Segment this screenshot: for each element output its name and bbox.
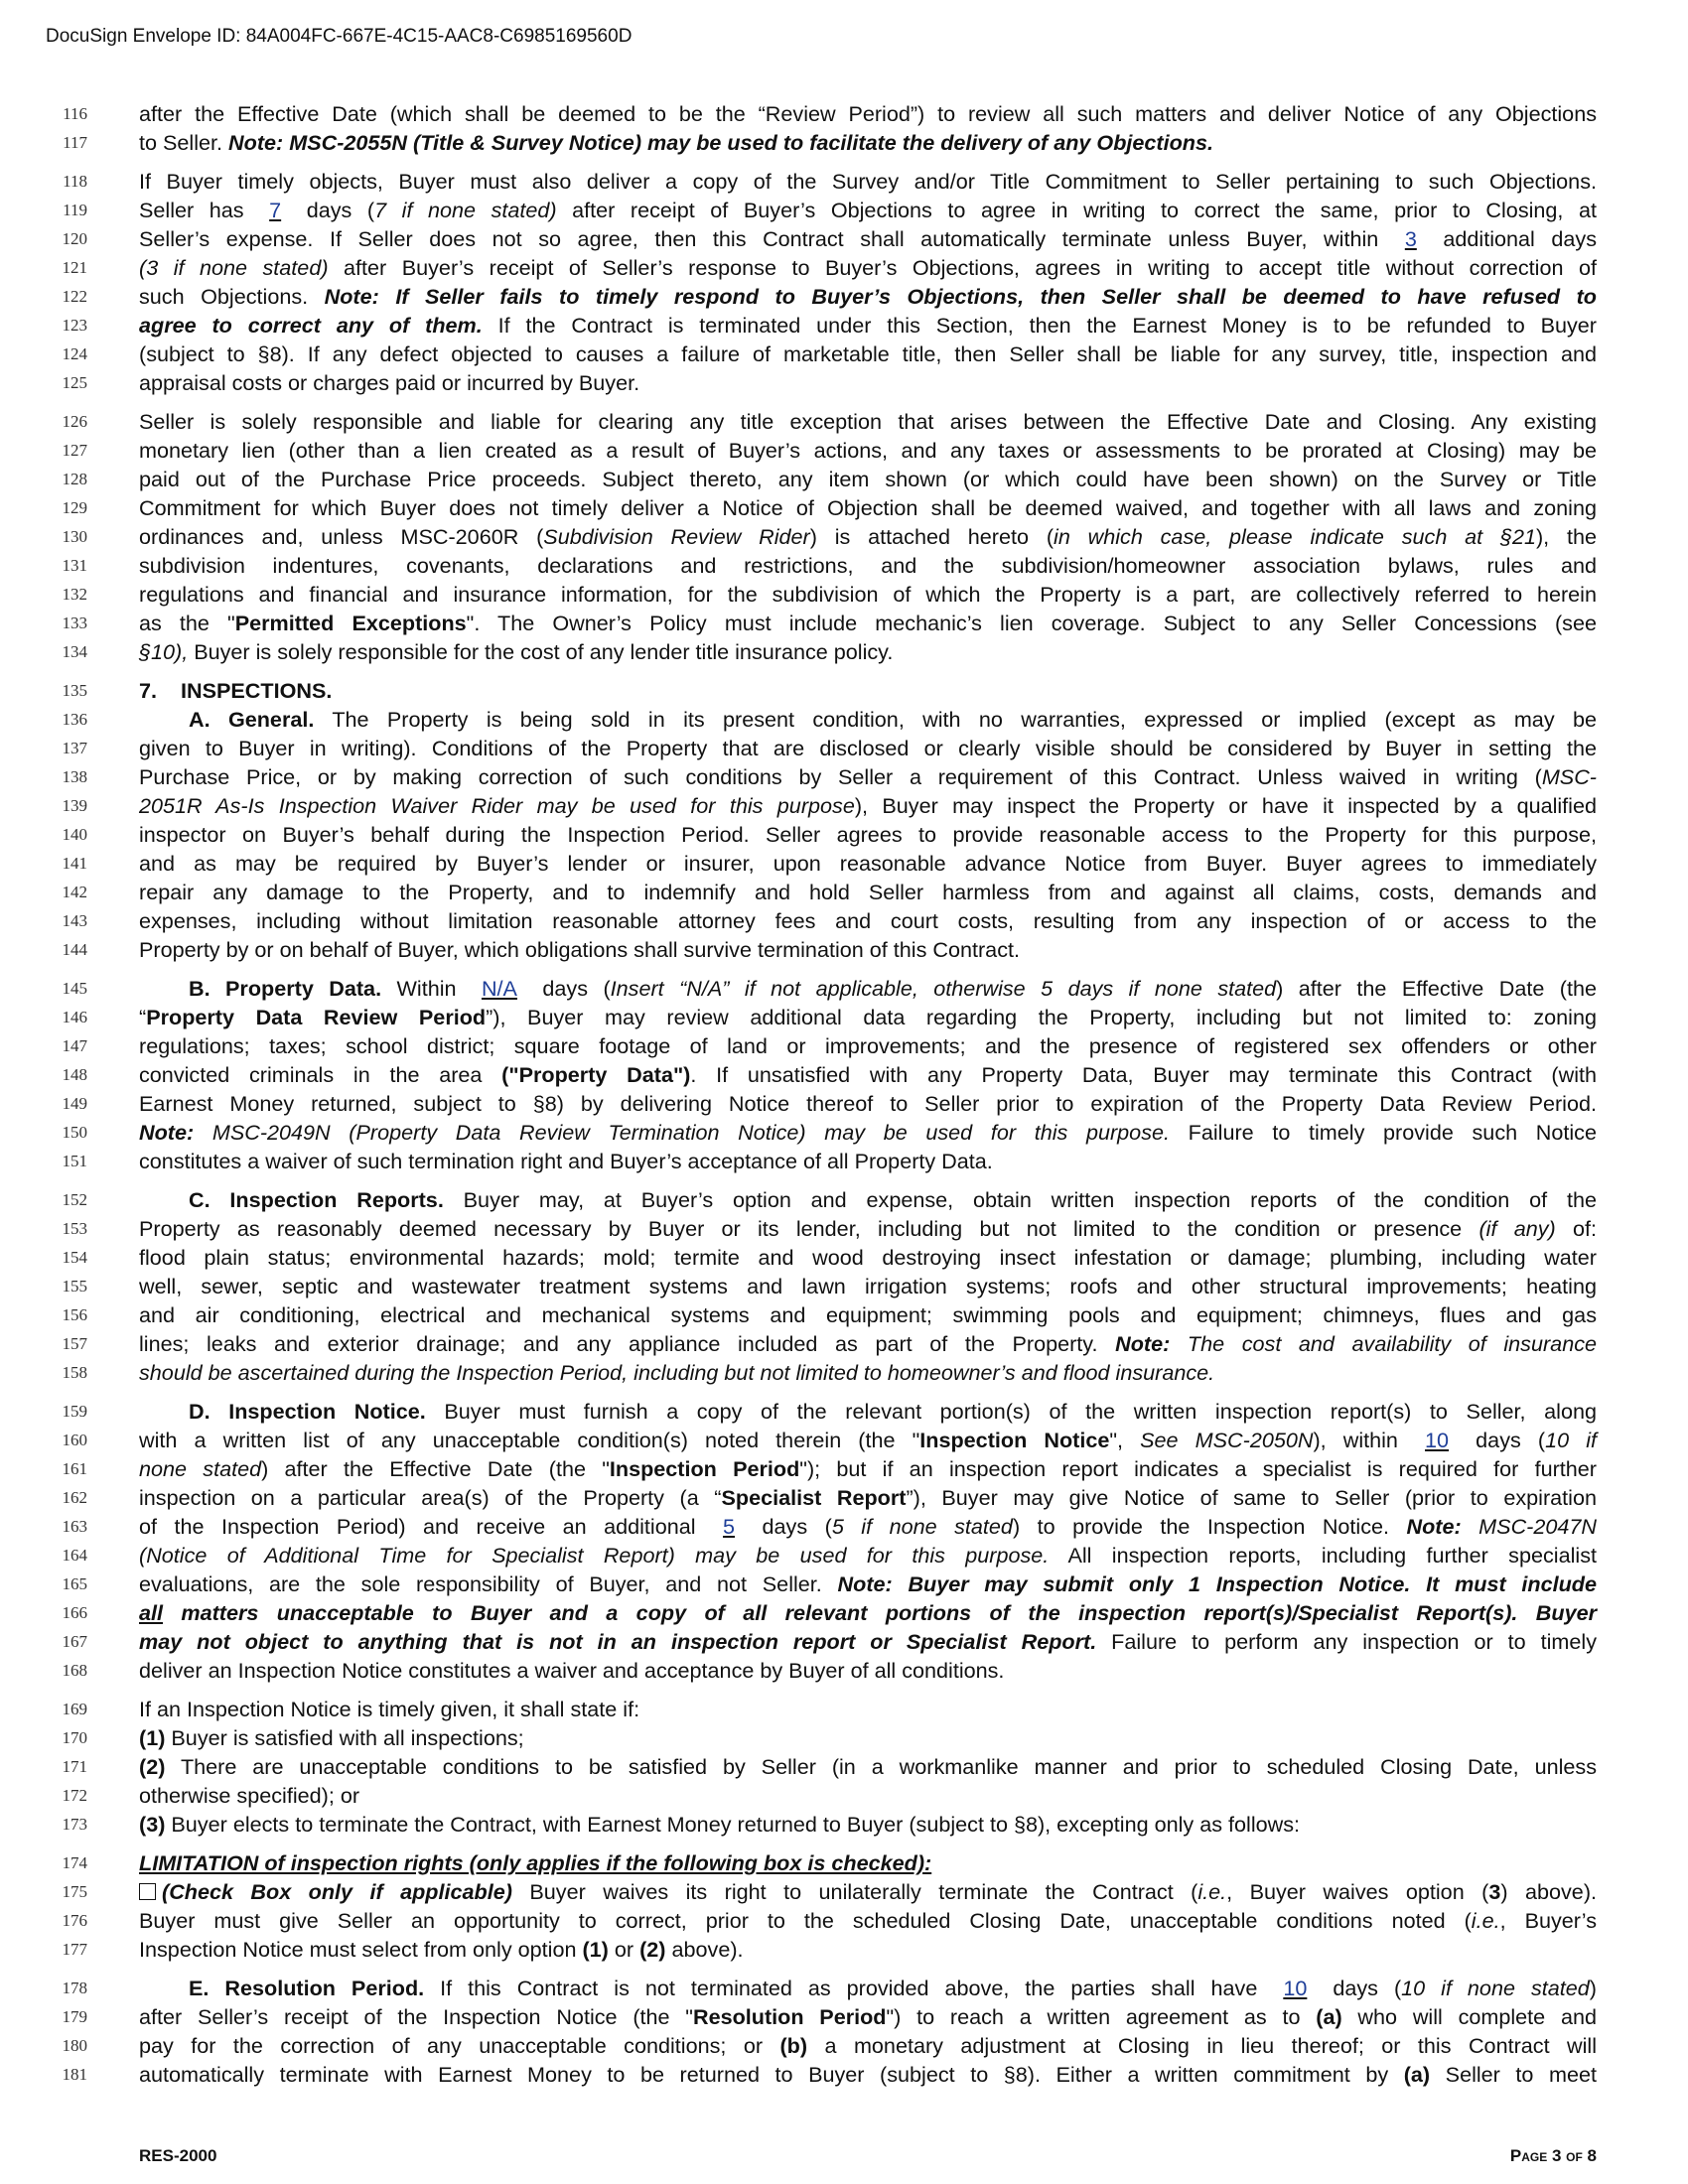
text-run: Buyer is satisfied with all inspections; (165, 1725, 524, 1750)
line-118 (48, 167, 1597, 196)
line-text: (subject to §8). If any defect objected to causes a failure of marketable title, then Seller shall be liable for any survey, title, inspection and (139, 341, 1597, 366)
line-130 (48, 522, 1597, 551)
line-131 (48, 551, 1597, 580)
defined-term: Inspection Period (609, 1456, 800, 1481)
line-154 (48, 1243, 1597, 1272)
text-run: MSC-2049N (Property Data Review Termination Notice) may be used for this purpose. (194, 1120, 1170, 1145)
line-number: 123 (62, 316, 87, 335)
text-run: ), the (1535, 524, 1597, 549)
line-text: otherwise specified); or (139, 1783, 360, 1808)
text-run: ) (1589, 1976, 1597, 2000)
text-run: Property as reasonably deemed necessary by Buyer or its lender, including but not limited to the condition or presence (139, 1216, 1479, 1241)
line-number: 129 (62, 498, 87, 517)
line-160 (48, 1426, 1597, 1454)
filled-days-field[interactable]: N/A (481, 976, 517, 1001)
line-number: 131 (62, 556, 87, 575)
text-run: §10), (139, 639, 189, 664)
text-run: Purchase Price, or by making correction of such conditions by Seller a requirement of this Contract. Unless waived in writing ( (139, 764, 1542, 789)
line-124 (48, 340, 1597, 368)
line-number: 177 (62, 1940, 87, 1959)
line-151 (48, 1147, 1597, 1175)
filled-days-field[interactable]: 3 (1404, 226, 1417, 251)
line-number: 160 (62, 1431, 87, 1449)
text-run: such Objections. (139, 284, 325, 309)
line-number: 143 (62, 911, 87, 930)
line-text: monetary lien (other than a lien created as a result of Buyer’s actions, and any taxes or assessments to be prorated at Closing) may be (139, 438, 1597, 463)
text-run: ) to provide the Inspection Notice. (1012, 1514, 1407, 1539)
line-text: Seller is solely responsible and liable for clearing any title exception that arises between the Effective Date and Closing. Any existing (139, 409, 1597, 434)
text-run: ) above). (1500, 1879, 1598, 1904)
text-run: Seller’s expense. If Seller does not so agree, then this Contract shall automatically terminate unless Buyer, within (139, 226, 1395, 251)
text-run: The Property is being sold in its present condition, with no warranties, expressed or implied (except as may be (314, 707, 1597, 732)
text-run: If the Contract is terminated under this Section, then the Earnest Money is to be refunded to Buyer (482, 313, 1597, 338)
line-number: 169 (62, 1700, 87, 1718)
text-run: . If unsatisfied with any Property Data, Buyer may terminate this Contract (with (690, 1062, 1598, 1087)
line-129 (48, 493, 1597, 522)
line-number: 159 (62, 1402, 87, 1421)
text-run: Within (381, 976, 472, 1001)
subsection-heading: C. Inspection Reports. (189, 1187, 444, 1212)
text-run: (a) (1403, 2062, 1431, 2087)
defined-term: ("Property Data") (501, 1062, 691, 1087)
line-text: If an Inspection Notice is timely given, it shall state if: (139, 1697, 640, 1721)
line-number: 135 (62, 681, 87, 700)
line-number: 161 (62, 1459, 87, 1478)
line-number: 146 (62, 1008, 87, 1026)
line-number: 157 (62, 1334, 87, 1353)
line-number: 141 (62, 854, 87, 873)
text-run: Failure to perform any inspection or to timely (1096, 1629, 1597, 1654)
line-number: 175 (62, 1882, 87, 1901)
line-177 (48, 1935, 1597, 1964)
line-number: 176 (62, 1911, 87, 1930)
line-136 (48, 705, 1597, 734)
line-143 (48, 906, 1597, 935)
line-121 (48, 253, 1597, 282)
filled-days-field[interactable]: 10 (1283, 1976, 1308, 2000)
text-run: ordinances and, unless MSC-2060R ( (139, 524, 544, 549)
line-137 (48, 734, 1597, 762)
line-number: 181 (62, 2065, 87, 2084)
line-number: 137 (62, 739, 87, 757)
text-run: ", (1109, 1428, 1141, 1452)
text-run: above). (665, 1937, 744, 1962)
line-text: and as may be required by Buyer’s lender or insurer, upon reasonable advance Notice from Buyer. Buyer agrees to immediately (139, 851, 1597, 876)
line-number: 117 (63, 133, 87, 152)
line-number: 171 (62, 1757, 87, 1776)
text-run: MSC-2047N (1461, 1514, 1597, 1539)
line-text: regulations and financial and insurance information, for the subdivision of which the Property is a part, are collectively referred to herein (139, 582, 1597, 607)
text-run: 3 (1488, 1879, 1501, 1904)
text-run: , Buyer waives option ( (1226, 1879, 1489, 1904)
filled-days-field[interactable]: 5 (723, 1514, 736, 1539)
line-146 (48, 1003, 1597, 1031)
text-run: Seller has (139, 198, 260, 222)
line-number: 144 (62, 940, 87, 959)
form-id: RES-2000 (139, 2146, 217, 2165)
line-141 (48, 849, 1597, 878)
text-run: in which case, please indicate such at §21 (1054, 524, 1536, 549)
text-run: Failure to timely provide such Notice (1170, 1120, 1597, 1145)
line-162 (48, 1483, 1597, 1512)
line-number: 162 (62, 1488, 87, 1507)
option-label: (3) (139, 1812, 166, 1837)
note-text: all (139, 1600, 164, 1625)
text-run: Insert “N/A” if not applicable, otherwise 5 days if none stated (610, 976, 1277, 1001)
line-text: flood plain status; environmental hazards; mold; termite and wood destroying insect infestation or damage; plumbing, including water (139, 1245, 1597, 1270)
line-161 (48, 1454, 1597, 1483)
subsection-inspection-notice (48, 1397, 1597, 1685)
line-number: 153 (62, 1219, 87, 1238)
line-156 (48, 1300, 1597, 1329)
text-run: ". The Owner’s Policy must include mechanic’s lien coverage. Subject to any Seller Concessions (see (466, 611, 1597, 635)
line-169 (48, 1695, 1597, 1723)
text-run: inspection on a particular area(s) of the Property (a “ (139, 1485, 722, 1510)
line-144 (48, 935, 1597, 964)
text-run: who will complete and (1341, 2004, 1597, 2029)
line-117 (48, 128, 1597, 157)
line-number: 125 (62, 373, 87, 392)
subsection-inspection-reports (48, 1185, 1597, 1387)
subsection-resolution-period (48, 1974, 1597, 2089)
section-heading: 7. INSPECTIONS. (139, 678, 333, 703)
text-run: (a) (1316, 2004, 1342, 2029)
line-number: 145 (62, 979, 87, 998)
line-number: 134 (62, 642, 87, 661)
text-run: after Buyer’s receipt of Seller’s response to Buyer’s Objections, agrees in writing to accept title without correction of (328, 255, 1597, 280)
line-number: 140 (62, 825, 87, 844)
text-run: All inspection reports, including further specialist (1049, 1543, 1597, 1568)
note-text: Note: If Seller fails to timely respond to Buyer’s Objections, then Seller shall be deemed to have refused to (324, 284, 1597, 309)
line-text: appraisal costs or charges paid or incurred by Buyer. (139, 370, 640, 395)
text-run: Buyer may, at Buyer’s option and expense, obtain written inspection reports of the condition of the (443, 1187, 1597, 1212)
waive-option-checkbox[interactable] (139, 1883, 156, 1900)
text-run: (if any) (1478, 1216, 1556, 1241)
line-138 (48, 762, 1597, 791)
text-run: 2051R As-Is Inspection Waiver Rider may be used for this purpose (139, 793, 855, 818)
limitation-heading: LIMITATION of inspection rights (only applies if the following box is checked): (139, 1850, 932, 1875)
text-run: days ( (745, 1514, 832, 1539)
note-text: Note: MSC-2055N (Title & Survey Notice) may be used to facilitate the delivery of any Objections. (228, 130, 1214, 155)
text-run: 5 if none stated (831, 1514, 1013, 1539)
line-166 (48, 1598, 1597, 1627)
line-number: 180 (62, 2036, 87, 2055)
line-number: 173 (62, 1815, 87, 1834)
line-text: given to Buyer in writing). Conditions of the Property that are disclosed or clearly visible should be considered by Buyer in setting the (139, 736, 1597, 760)
line-168 (48, 1656, 1597, 1685)
text-run: Inspection Notice must select from only option (139, 1937, 583, 1962)
line-number: 150 (62, 1123, 87, 1142)
line-text: regulations; taxes; school district; square footage of land or improvements; and the presence of registered sex offenders or other (139, 1033, 1597, 1058)
page-number: Page 3 of 8 (1509, 2146, 1597, 2165)
line-number: 116 (63, 104, 87, 123)
text-run: (3 if none stated) (139, 255, 329, 280)
text-run: or (608, 1937, 640, 1962)
text-run: If this Contract is not terminated as provided above, the parties shall have (424, 1976, 1274, 2000)
line-number: 151 (62, 1152, 87, 1170)
subsection-heading: A. General. (189, 707, 315, 732)
text-run: of the Inspection Period) and receive an additional (139, 1514, 714, 1539)
subsection-heading: E. Resolution Period. (189, 1976, 425, 2000)
text-run: additional days (1426, 226, 1597, 251)
line-number: 132 (62, 585, 87, 604)
line-number: 127 (62, 441, 87, 460)
line-163 (48, 1512, 1597, 1541)
text-run: Buyer elects to terminate the Contract, with Earnest Money returned to Buyer (subject to §8), excepting only as follows: (165, 1812, 1301, 1837)
text-run: (2) (639, 1937, 666, 1962)
line-number: 179 (62, 2007, 87, 2026)
line-text: should be ascertained during the Inspection Period, including but not limited to homeowner’s and flood insurance. (139, 1360, 1215, 1385)
defined-term: Permitted Exceptions (234, 611, 467, 635)
line-120 (48, 224, 1597, 253)
line-text: after the Effective Date (which shall be deemed to be the “Review Period”) to review all such matters and deliver Notice of any Objections (139, 101, 1597, 126)
text-run: days ( (1317, 1976, 1402, 2000)
text-run: days ( (1459, 1428, 1546, 1452)
text-run: , Buyer’s (1499, 1908, 1597, 1933)
line-number: 124 (62, 344, 87, 363)
text-run: none stated (139, 1456, 262, 1481)
line-128 (48, 465, 1597, 493)
text-run: ), Buyer may inspect the Property or have it inspected by a qualified (854, 793, 1598, 818)
text-run: ), within (1313, 1428, 1416, 1452)
option-label: (1) (139, 1725, 166, 1750)
paragraph-review-period (48, 99, 1597, 157)
line-number: 147 (62, 1036, 87, 1055)
line-142 (48, 878, 1597, 906)
line-148 (48, 1060, 1597, 1089)
line-text: deliver an Inspection Notice constitutes a waiver and acceptance by Buyer of all conditions. (139, 1658, 1005, 1683)
text-run: 7 if none stated) (374, 198, 557, 222)
line-number: 149 (62, 1094, 87, 1113)
text-run: 10 if none stated (1401, 1976, 1590, 2000)
line-176 (48, 1906, 1597, 1935)
line-number: 167 (62, 1632, 87, 1651)
note-text: Note: Buyer may submit only 1 Inspection Notice. It must include (837, 1571, 1597, 1596)
line-text: repair any damage to the Property, and to indemnify and hold Seller harmless from and against all claims, costs, demands and (139, 880, 1597, 904)
text-run: (Notice of Additional Time for Specialist Report) may be used for this purpose. (139, 1543, 1050, 1568)
line-number: 136 (62, 710, 87, 729)
text-run: “ (139, 1005, 147, 1029)
text-run: Subdivision Review Rider (543, 524, 810, 549)
text-run: days ( (291, 198, 375, 222)
line-number: 170 (62, 1728, 87, 1747)
document-body (48, 99, 1597, 2099)
text-run: convicted criminals in the area (139, 1062, 502, 1087)
line-145 (48, 974, 1597, 1003)
note-text: Note: (1406, 1514, 1462, 1539)
line-175 (48, 1877, 1597, 1906)
line-number: 154 (62, 1248, 87, 1267)
text-run: i.e. (1471, 1908, 1500, 1933)
option-label: (2) (139, 1754, 166, 1779)
line-text: Earnest Money returned, subject to §8) by delivering Notice thereof to Seller prior to expiration of the Property Data Review Period. (139, 1091, 1597, 1116)
line-number: 158 (62, 1363, 87, 1382)
envelope-id: DocuSign Envelope ID: 84A004FC-667E-4C15-AAC8-C6985169560D (46, 26, 633, 47)
text-run: "); but if an inspection report indicates a specialist is required for further (799, 1456, 1597, 1481)
line-159 (48, 1397, 1597, 1426)
line-123 (48, 311, 1597, 340)
line-174 (48, 1848, 1597, 1877)
line-number: 133 (62, 614, 87, 632)
line-number: 174 (62, 1853, 87, 1872)
filled-days-field[interactable]: 10 (1425, 1428, 1450, 1452)
text-run: (b) (779, 2033, 808, 2058)
line-number: 172 (62, 1786, 87, 1805)
paragraph-permitted-exceptions (48, 407, 1597, 666)
line-165 (48, 1570, 1597, 1598)
text-run: of: (1555, 1216, 1598, 1241)
text-run: Buyer must furnish a copy of the relevant portion(s) of the written inspection report(s) to Seller, along (425, 1399, 1597, 1424)
line-number: 118 (63, 172, 87, 191)
text-run: Seller to meet (1430, 2062, 1597, 2087)
line-text: paid out of the Purchase Price proceeds. Subject thereto, any item shown (or which could have been shown) on the Survey or Title (139, 467, 1597, 491)
text-run: automatically terminate with Earnest Money to be returned to Buyer (subject to §8). Either a written commitment by (139, 2062, 1404, 2087)
line-number: 155 (62, 1277, 87, 1296)
line-number: 138 (62, 767, 87, 786)
text-run: MSC- (1541, 764, 1597, 789)
line-180 (48, 2031, 1597, 2060)
line-number: 122 (62, 287, 87, 306)
defined-term: Resolution Period (692, 2004, 887, 2029)
text-run: i.e. (1197, 1879, 1227, 1904)
line-125 (48, 368, 1597, 397)
text-run: ) after the Effective Date (the " (261, 1456, 610, 1481)
line-number: 168 (62, 1661, 87, 1680)
note-text: Note: (139, 1120, 195, 1145)
line-150 (48, 1118, 1597, 1147)
line-164 (48, 1541, 1597, 1570)
paragraph-objections (48, 167, 1597, 397)
line-number: 119 (63, 201, 87, 219)
line-number: 126 (62, 412, 87, 431)
line-172 (48, 1781, 1597, 1810)
line-139 (48, 791, 1597, 820)
subsection-heading: D. Inspection Notice. (189, 1399, 426, 1424)
line-text: and air conditioning, electrical and mechanical systems and equipment; swimming pools and equipment; chimneys, flues and gas (139, 1302, 1597, 1327)
line-157 (48, 1329, 1597, 1358)
section-7-inspections (48, 676, 1597, 964)
text-run: pay for the correction of any unacceptable conditions; or (139, 2033, 780, 2058)
line-116 (48, 99, 1597, 128)
defined-term: Inspection Notice (919, 1428, 1110, 1452)
line-153 (48, 1214, 1597, 1243)
text-run: as the " (139, 611, 235, 635)
line-181 (48, 2060, 1597, 2089)
text-run: ) after the Effective Date (the (1276, 976, 1597, 1001)
text-run: evaluations, are the sole responsibility of Buyer, and not Seller. (139, 1571, 838, 1596)
text-run: with a written list of any unacceptable condition(s) noted therein (the " (139, 1428, 920, 1452)
checkbox-label: (Check Box only if applicable) (162, 1879, 512, 1904)
line-173 (48, 1810, 1597, 1839)
line-140 (48, 820, 1597, 849)
text-run: 10 if (1545, 1428, 1597, 1452)
line-167 (48, 1627, 1597, 1656)
defined-term: Property Data Review Period (146, 1005, 487, 1029)
line-126 (48, 407, 1597, 436)
line-170 (48, 1723, 1597, 1752)
line-122 (48, 282, 1597, 311)
line-text: Property by or on behalf of Buyer, which obligations shall survive termination of this Contract. (139, 937, 1020, 962)
line-number: 164 (62, 1546, 87, 1565)
line-text: expenses, including without limitation reasonable attorney fees and court costs, resulting from any inspection of or access to the (139, 908, 1597, 933)
line-number: 142 (62, 883, 87, 901)
line-133 (48, 609, 1597, 637)
text-run: ") to reach a written agreement as to (886, 2004, 1317, 2029)
text-run: ”), Buyer may review additional data regarding the Property, including but not limited to: zoning (486, 1005, 1597, 1029)
line-179 (48, 2002, 1597, 2031)
text-run: days ( (526, 976, 611, 1001)
limitation-of-inspection-rights (48, 1848, 1597, 1964)
line-147 (48, 1031, 1597, 1060)
text-run: a monetary adjustment at Closing in lieu thereof; or this Contract will (807, 2033, 1597, 2058)
note-text: may not object to anything that is not in an inspection report or Specialist Report. (139, 1629, 1097, 1654)
line-135 (48, 676, 1597, 705)
line-127 (48, 436, 1597, 465)
text-run: See MSC-2050N (1140, 1428, 1314, 1452)
line-text: constitutes a waiver of such termination right and Buyer’s acceptance of all Property Data. (139, 1149, 993, 1173)
line-number: 163 (62, 1517, 87, 1536)
text-run: Buyer waives its right to unilaterally terminate the Contract ( (511, 1879, 1198, 1904)
note-text: agree to correct any of them. (139, 313, 483, 338)
line-119 (48, 196, 1597, 224)
line-number: 128 (62, 470, 87, 488)
line-149 (48, 1089, 1597, 1118)
line-number: 130 (62, 527, 87, 546)
line-132 (48, 580, 1597, 609)
line-number: 165 (62, 1574, 87, 1593)
line-number: 148 (62, 1065, 87, 1084)
line-158 (48, 1358, 1597, 1387)
line-number: 156 (62, 1305, 87, 1324)
subsection-heading: B. Property Data. (189, 976, 382, 1001)
filled-days-field[interactable]: 7 (269, 198, 282, 222)
line-text: If Buyer timely objects, Buyer must also deliver a copy of the Survey and/or Title Commitment to Seller pertaining to such Objections. (139, 169, 1597, 194)
text-run: There are unacceptable conditions to be satisfied by Seller (in a workmanlike manner and prior to scheduled Closing Date, unless (165, 1754, 1597, 1779)
line-text: well, sewer, septic and wastewater treatment systems and lawn irrigation systems; roofs and other structural improvements; heating (139, 1274, 1597, 1298)
line-number: 121 (62, 258, 87, 277)
note-text: matters unacceptable to Buyer and a copy of all relevant portions of the inspection report(s)/Specialist Report(s). Buyer (163, 1600, 1597, 1625)
text-run: lines; leaks and exterior drainage; and any appliance included as part of the Property. (139, 1331, 1116, 1356)
text-run: The cost and availability of insurance (1170, 1331, 1598, 1356)
line-171 (48, 1752, 1597, 1781)
line-text: Commitment for which Buyer does not timely deliver a Notice of Objection shall be deemed waived, and together with all laws and zoning (139, 495, 1597, 520)
text-run: after Seller’s receipt of the Inspection Notice (the " (139, 2004, 693, 2029)
text-run: Buyer must give Seller an opportunity to correct, prior to the scheduled Closing Date, unacceptable conditions noted ( (139, 1908, 1472, 1933)
text-run: (1) (582, 1937, 609, 1962)
text-run: after receipt of Buyer’s Objections to agree in writing to correct the same, prior to Closing, at (556, 198, 1597, 222)
subsection-property-data (48, 974, 1597, 1175)
note-text: Note: (1115, 1331, 1171, 1356)
line-152 (48, 1185, 1597, 1214)
defined-term: Specialist Report (721, 1485, 907, 1510)
line-number: 152 (62, 1190, 87, 1209)
line-number: 120 (62, 229, 87, 248)
line-text: inspector on Buyer’s behalf during the Inspection Period. Seller agrees to provide reasonable access to the Property for this purpose, (139, 822, 1597, 847)
line-155 (48, 1272, 1597, 1300)
line-text: subdivision indentures, covenants, declarations and restrictions, and the subdivision/homeowner association bylaws, rules and (139, 553, 1597, 578)
text-run: to Seller. (139, 130, 229, 155)
line-number: 166 (62, 1603, 87, 1622)
line-178 (48, 1974, 1597, 2002)
line-number: 178 (62, 1979, 87, 1997)
inspection-options (48, 1695, 1597, 1839)
text-run: Buyer is solely responsible for the cost of any lender title insurance policy. (188, 639, 894, 664)
line-number: 139 (62, 796, 87, 815)
text-run: ”), Buyer may give Notice of same to Seller (prior to expiration (906, 1485, 1597, 1510)
text-run: ) is attached hereto ( (809, 524, 1055, 549)
line-134 (48, 637, 1597, 666)
